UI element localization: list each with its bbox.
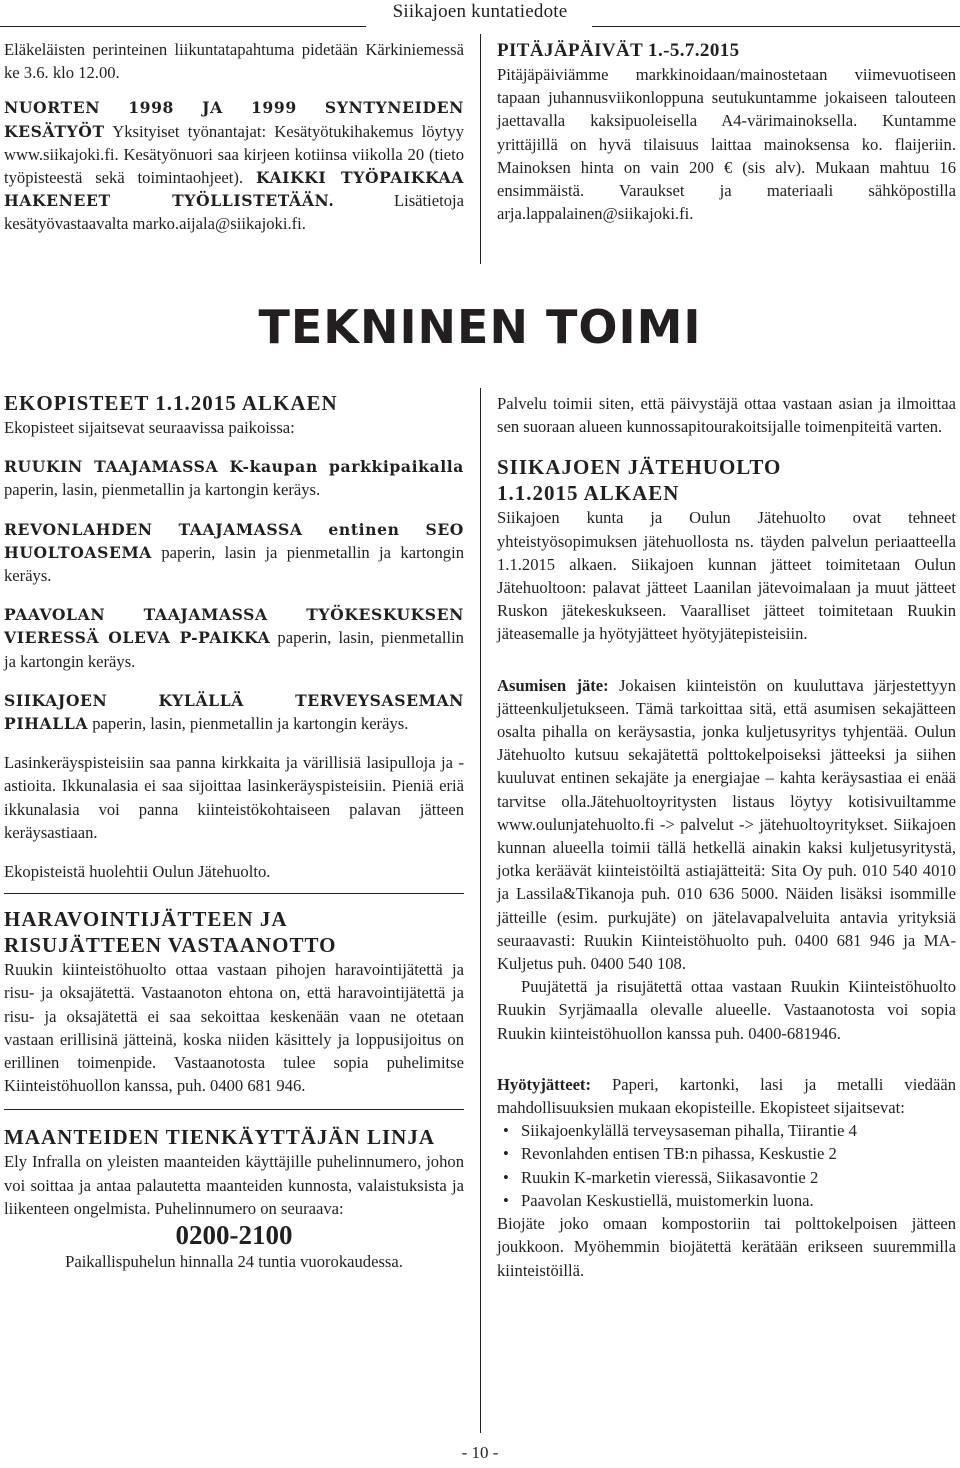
top-right-column [497, 38, 956, 225]
location-paavola [4, 603, 464, 673]
pitajapaivat-heading: PITÄJÄPÄIVÄT 1.-5.7.2015 [497, 40, 740, 61]
service-phone-number: 0200-2100 [175, 1220, 293, 1251]
hyotyjate-text: Paperi, kartonki, lasi ja metalli viedään mahdollisuuksien mukaan ekopisteille. Ekopisteet sijaitsevat: [497, 1074, 956, 1118]
summer-jobs-text: Yksityiset työnantajat: Kesätyötukihakemus löytyy www.siikajoki.fi. Kesätyönuori saa kirjeen kotiinsa viikolla 20 (tieto työpisteestä sekä toimintaohjeet). [4, 121, 464, 188]
header-rule-left [0, 26, 366, 27]
list-item: • Ruukin K-marketin vieressä, Siikasavontie 2 [521, 1166, 956, 1189]
main-column-divider [480, 388, 481, 1433]
tienkayttaja-heading: MAANTEIDEN TIENKÄYTTÄJÄN LINJA [4, 1125, 435, 1150]
ekopisteet-heading: EKOPISTEET 1.1.2015 ALKAEN [4, 391, 338, 415]
tienkayttaja-body: Ely Infralla on yleisten maanteiden käyttäjille puhelinnumero, johon voi soittaa ja antaa palautetta maanteiden kunnosta, valaistuksista ja liikenteen ongelmista. Puhelinnumero on seuraava: [4, 1152, 464, 1218]
summer-jobs-heading: NUORTEN 1998 JA 1999 SYNTYNEIDEN KESÄTYÖT [4, 98, 464, 141]
location-revonlahti-text: paperin, lasin ja pienmetallin ja kartongin keräys. [4, 542, 464, 586]
phone-note: Paikallispuhelun hinnalla 24 tuntia vuorokaudessa. [65, 1252, 403, 1272]
asumisen-jate-paragraph [497, 674, 956, 976]
location-revonlahti [4, 518, 464, 588]
left-divider-2 [4, 1109, 464, 1110]
main-right-column [497, 392, 956, 1282]
hyotyjate-paragraph [497, 1073, 956, 1119]
summer-jobs-emphasis: KAIKKI TYÖPAIKKAA HAKENEET TYÖLLISTETÄÄN. [4, 168, 464, 211]
maintenance-paragraph: Ekopisteistä huolehtii Oulun Jätehuolto. [4, 862, 271, 882]
biojate-paragraph: Biojäte joko omaan kompostoriin tai polttokelpoisen jätteen joukkoon. Myöhemmin biojätettä kerätään erikseen suuremmilla kiinteistöillä. [497, 1214, 956, 1280]
location-ruukki [4, 455, 464, 501]
location-siikajoki-heading: SIIKAJOEN KYLÄLLÄ TERVEYSASEMAN PIHALLA [4, 690, 464, 734]
location-siikajoki [4, 689, 464, 735]
top-left-column [4, 38, 464, 236]
asumisen-jate-label: Asumisen jäte: [497, 675, 609, 695]
section-title: TEKNINEN TOIMI [258, 300, 702, 354]
glass-paragraph: Lasinkeräyspisteisiin saa panna kirkkaita ja värillisiä lasipulloja ja -astioita. Ikkunalasia ei saa sijoittaa lasinkeräyspisteisiin. Pieniä eriä ikkunalasia voi panna kiinteistökohtaiseen palavan jätteen keräysastiaan. [4, 753, 464, 842]
location-revonlahti-heading: REVONLAHDEN TAAJAMASSA entinen SEO HUOLTOASEMA [4, 519, 464, 562]
ekopisteet-intro: Ekopisteet sijaitsevat seuraavissa paikoissa: [4, 418, 295, 437]
haravointi-heading-2: RISUJÄTTEEN VASTAANOTTO [4, 933, 337, 958]
jatehuolto-body: Siikajoen kunta ja Oulun Jätehuolto ovat tehneet yhteistyösopimuksen jätehuollosta ns. täyden palvelun periaatteella 1.1.2015 alkaen. Siikajoen kunnan jätteet toimitetaan Oulun Jätehuoltoon: palavat jätteet Laanilan jätevoimalaan ja muut jätteet Ruskon jätekeskukseen. Vaaralliset jätteet toimitetaan Ruukin jäteasemalle ja hyötyjätteet hyötyjätepisteisiin. [497, 508, 956, 644]
list-item: • Revonlahden entisen TB:n pihassa, Keskustie 2 [521, 1142, 956, 1165]
location-ruukki-text: paperin, lasin, pienmetallin ja kartongin keräys. [4, 480, 321, 500]
pitajapaivat-body: Pitäjäpäiviämme markkinoidaan/mainostetaan viimevuotiseen tapaan juhannusviikonloppuna seutukuntamme jokaiseen talouteen jaettavalla kaksipuoleisella A4-värimainoksella. Kuntamme yrittäjillä on hyvä tilaisuus laittaa mainoksensa ko. flaijeriin. Mainoksen hinta on vain 200 € (sis alv). Mukaan mahtuu 16 ensimmäistä. Varaukset ja materiaali sähköpostilla arja.lappalainen@siikajoki.fi. [497, 65, 956, 224]
hyotyjate-label: Hyötyjätteet: [497, 1074, 591, 1094]
location-paavola-text: paperin, lasin, pienmetallin ja kartongin keräys. [4, 628, 464, 671]
summer-jobs-contact: Lisätietoja kesätyövastaavalta marko.aijala@siikajoki.fi. [4, 191, 464, 234]
asumisen-jate-text: Jokaisen kiinteistön on kuuluttava järjestettyyn jätteenkuljetukseen. Tämä tarkoittaa sitä, että asumisen sekajätteen osalta pihalla on keräysastia, jonka kuljetusyritys tyhjentää. Oulun Jätehuolto kutsuu sekajätettä polttokelpoiseksi jätteeksi ja siihen kuuluvat entinen sekajäte ja energiajae – kahta keräysastiaa ei enää tarvitse olla.Jätehuoltoyritysten listaus löytyy kotisivuiltamme www.oulunjatehuolto.fi -> palvelut -> jätehuoltoyritykset. Siikajoen kunnan alueella toimii tällä hetkellä ainakin kaksi kuljetusyritystä, jotka keräävät kiinteistöiltä astiajätteitä: Sita Oy puh. 010 540 4010 ja Lassila&Tikanoja puh. 010 636 5000. Näiden lisäksi isommille jätteille (esim. purkujäte) on jätelavapalveluita antavia yrityksiä seuraavasti: Ruukin Kiinteistöhuolto puh. 0400 681 946 ja MA-Kuljetus puh. 0400 540 108. [497, 675, 956, 974]
header-rule-right [592, 26, 960, 27]
left-divider-1 [4, 893, 464, 894]
ekopiste-list [497, 1119, 956, 1212]
top-column-divider [480, 34, 481, 264]
haravointi-body: Ruukin kiinteistöhuolto ottaa vastaan pihojen haravointijätettä ja risu- ja oksajätettä. Vastaanoton ehtona on, että haravointijätettä ja risu- ja oksajätettä ei saa sekoittaa keskenään vaan ne otetaan vastaan erillisinä jätteinä, koska niiden käsittely ja loppusijoitus on erillinen toimenpide. Vastaanotosta tulee sopia puhelimitse Kiinteistöhuollon kanssa, puh. 0400 681 946. [4, 960, 464, 1096]
puujate-paragraph: Puujätettä ja risujätettä ottaa vastaan Ruukin Kiinteistöhuolto Ruukin Syrjämaalla olevalle alueelle. Vastaanotosta voi sopia Ruukin kiinteistöhuollon kanssa puh. 0400-681946. [497, 977, 956, 1043]
location-siikajoki-text: paperin, lasin, pienmetallin ja kartongin keräys. [88, 714, 409, 734]
page-header-title: Siikajoen kuntatiedote [392, 1, 568, 22]
jatehuolto-heading-2: 1.1.2015 ALKAEN [497, 481, 680, 506]
main-left-column [4, 390, 464, 1273]
haravointi-heading-1: HARAVOINTIJÄTTEEN JA [4, 907, 288, 932]
summer-jobs-paragraph [4, 96, 464, 235]
page-number: - 10 - [461, 1443, 499, 1462]
location-paavola-heading: PAAVOLAN TAAJAMASSA TYÖKESKUKSEN VIERESSÄ OLEVA P-PAIKKA [4, 605, 464, 648]
list-item: • Paavolan Keskustiellä, muistomerkin luona. [521, 1189, 956, 1212]
service-paragraph: Palvelu toimii siten, että päivystäjä ottaa vastaan asian ja ilmoittaa sen suoraan alueen kunnossapitourakoitsijalle toimenpiteitä varten. [497, 394, 956, 437]
list-item: • Siikajoenkylällä terveysaseman pihalla, Tiirantie 4 [521, 1119, 956, 1142]
event-paragraph: Eläkeläisten perinteinen liikuntatapahtuma pidetään Kärkiniemessä ke 3.6. klo 12.00. [4, 40, 464, 83]
jatehuolto-heading-1: SIIKAJOEN JÄTEHUOLTO [497, 455, 782, 480]
location-ruukki-heading: RUUKIN TAAJAMASSA K-kaupan parkkipaikalla [4, 457, 464, 477]
